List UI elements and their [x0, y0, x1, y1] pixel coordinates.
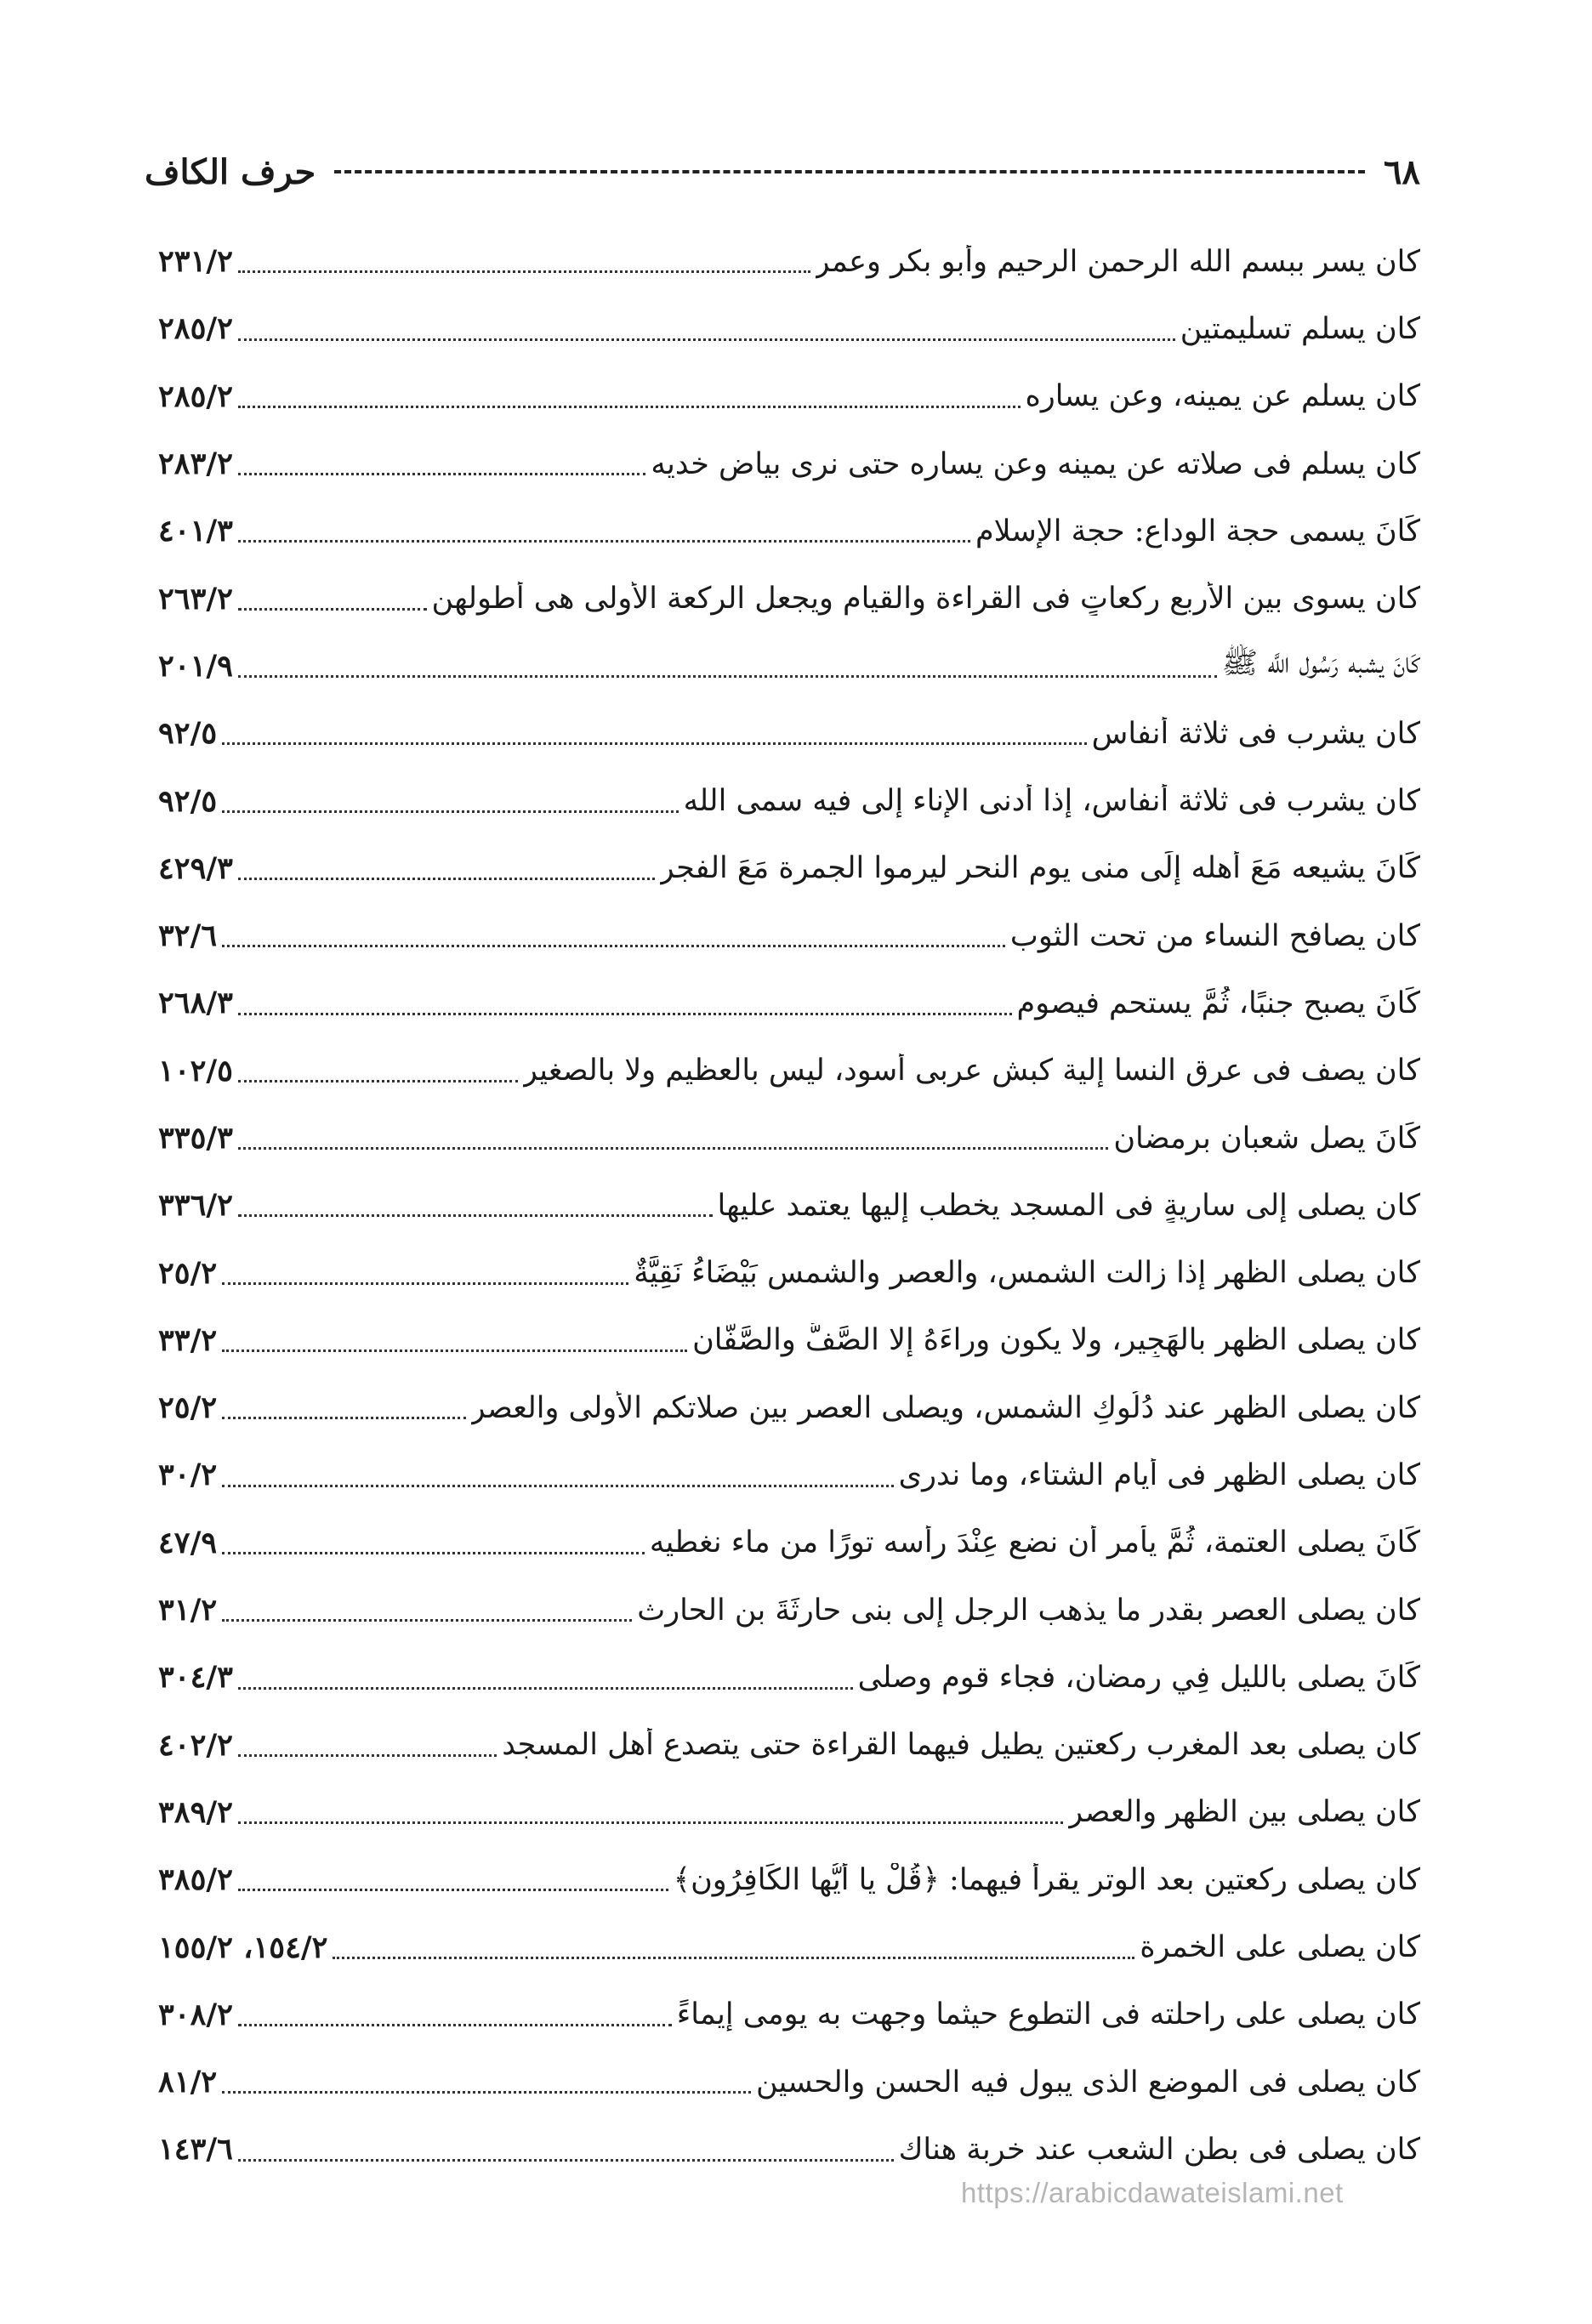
index-entry [158, 1712, 1420, 1779]
hadith-text: كان يصلى الظهر إذا زالت الشمس، والعصر والشمس بَيْضَاءُ نَقِيَّةٌ [634, 1256, 1420, 1291]
hadith-text: كان يشرب فى ثلاثة أنفاس، إذا أدنى الإناء إلى فيه سمى الله [683, 784, 1420, 819]
index-entry [158, 1846, 1420, 1913]
hadith-text: كان يصلى على الخمرة [1140, 1930, 1420, 1965]
volume-page-reference: ٢٦٨/٣ [158, 986, 233, 1021]
chapter-title: حرف الكاف [145, 151, 316, 192]
leader-dots [238, 608, 427, 611]
index-entry [158, 1509, 1420, 1577]
leader-dots [222, 1417, 465, 1419]
header-divider [334, 170, 1365, 173]
volume-page-reference: ٢٨٥/٢ [158, 378, 233, 414]
hadith-text: كَانَ يصل شعبان برمضان [1113, 1121, 1420, 1156]
hadith-text: كان يسلم فى صلاته عن يمينه وعن يساره حتى نرى بياض خديه [651, 446, 1420, 481]
index-entry [158, 430, 1420, 497]
volume-page-reference: ٣٠٤/٣ [158, 1660, 233, 1696]
index-entry [158, 2116, 1420, 2183]
volume-page-reference: ٣٨٥/٢ [158, 1862, 233, 1898]
hadith-text: كان يصلى على راحلته فى التطوع حيثما وجهت به يومى إيماءً [676, 1997, 1420, 2032]
index-entry [158, 1441, 1420, 1509]
hadith-text: كَانَ يشيعه مَعَ أهله إِلَى منى يوم النحر ليرموا الجمرة مَعَ الفجر [659, 851, 1420, 886]
hadith-text: كان يسلم عن يمينه، وعن يساره [1025, 379, 1420, 414]
index-entry [158, 1644, 1420, 1711]
volume-page-reference: ٢٠١/٩ [158, 648, 233, 684]
index-entry [158, 295, 1420, 362]
index-entry [158, 2048, 1420, 2116]
hadith-text: كان يسلم تسليمتين [1180, 311, 1420, 346]
leader-dots [222, 742, 1086, 745]
hadith-text: كان يسوى بين الأربع ركعاتٍ فى القراءة والقيام ويجعل الركعة الأولى هى أطولهن [431, 582, 1420, 617]
hadith-text: كان يصلى بين الظهر والعصر [1068, 1795, 1420, 1830]
volume-page-reference: ٣٠/٢ [158, 1457, 218, 1493]
hadith-text: كان يصلى العصر بقدر ما يذهب الرجل إلى بنى حارِثَةَ بن الحارث [637, 1593, 1420, 1628]
index-entry [158, 1577, 1420, 1644]
leader-dots [238, 2024, 672, 2026]
volume-page-reference: ٣٣٥/٣ [158, 1121, 233, 1156]
hadith-text: كان يصلى فى الموضع الذى يبول فيه الحسن والحسين [755, 2065, 1420, 2100]
volume-page-reference: ٩٢/٥ [158, 716, 218, 752]
leader-dots [222, 1350, 687, 1352]
hadith-text: كَانَ يصلى العتمة، ثُمَّ يأمر أن نضع عِنْدَ رأسه تورًا من ماء نغطيه [649, 1526, 1420, 1560]
leader-dots [238, 1080, 518, 1082]
hadith-text: كان يصافح النساء من تحت الثوب [1009, 918, 1420, 953]
leader-dots [222, 1282, 628, 1285]
volume-page-reference: ١٥٤/٢، ١٥٥/٢ [158, 1929, 328, 1965]
index-entry [158, 1913, 1420, 1980]
leader-dots [238, 406, 1021, 408]
hadith-text: كَانَ يشبه رَسُول اللَّه ﷺ [1221, 645, 1420, 680]
volume-page-reference: ٩٢/٥ [158, 783, 218, 819]
leader-dots [238, 1889, 668, 1891]
index-entry [158, 969, 1420, 1037]
hadith-text: كان يصف فى عرق النسا إلية كبش عربى أسود، ليس بالعظيم ولا بالصغير [522, 1054, 1420, 1088]
leader-dots [238, 1147, 1108, 1150]
volume-page-reference: ١٤٣/٦ [158, 2132, 233, 2168]
page-header [145, 146, 1420, 197]
volume-page-reference: ٢٣١/٢ [158, 244, 233, 280]
leader-dots [333, 1957, 1134, 1959]
hadith-text: كان يصلى إلى ساريةٍ فى المسجد يخطب إليها يعتمد عليها [717, 1188, 1420, 1223]
hadith-text: كان يصلى ركعتين بعد الوتر يقرأ فيهما: ﴿قُلْ يا أَيُّها الكَافِرُون﴾ [673, 1862, 1420, 1897]
index-entry [158, 1037, 1420, 1105]
volume-page-reference: ٢٥/٢ [158, 1390, 218, 1426]
hadith-text: كَانَ يصبح جنبًا، ثُمَّ يستحم فيصوم [1016, 986, 1420, 1020]
index-entry [158, 1307, 1420, 1374]
volume-page-reference: ٣٢/٦ [158, 918, 218, 954]
leader-dots [238, 2159, 894, 2162]
leader-dots [238, 1687, 853, 1690]
index-entry [158, 835, 1420, 902]
index-entry [158, 228, 1420, 295]
volume-page-reference: ٢٥/٢ [158, 1255, 218, 1291]
volume-page-reference: ٤٠١/٣ [158, 514, 233, 549]
index-entry [158, 1981, 1420, 2048]
leader-dots [238, 270, 810, 273]
volume-page-reference: ٣١/٢ [158, 1593, 218, 1628]
index-entry [158, 1374, 1420, 1441]
volume-page-reference: ٢٨٣/٢ [158, 446, 233, 482]
leader-dots [238, 1754, 497, 1757]
leader-dots [238, 1214, 713, 1217]
leader-dots [222, 1619, 632, 1622]
index-entry [158, 767, 1420, 834]
volume-page-reference: ٢٦٣/٢ [158, 581, 233, 617]
volume-page-reference: ٣٨٩/٢ [158, 1794, 233, 1830]
volume-page-reference: ٤٧/٩ [158, 1525, 218, 1560]
leader-dots [238, 338, 1175, 341]
index-entry [158, 565, 1420, 632]
watermark-url: https://arabicdawateislami.net [961, 2177, 1344, 2208]
leader-dots [222, 2091, 751, 2094]
hadith-index-list [158, 228, 1420, 2184]
leader-dots [238, 675, 1217, 678]
leader-dots [222, 810, 678, 813]
leader-dots [222, 945, 1005, 947]
index-entry [158, 1172, 1420, 1239]
index-entry [158, 497, 1420, 565]
index-entry [158, 633, 1420, 700]
leader-dots [238, 1821, 1063, 1824]
volume-page-reference: ٣٣/٢ [158, 1322, 218, 1358]
leader-dots [238, 540, 970, 543]
hadith-text: كان يصلى الظهر فى أيام الشتاء، وما ندرى [898, 1457, 1420, 1492]
index-entry [158, 1105, 1420, 1172]
hadith-text: كَانَ يصلى بالليل فِي رمضان، فجاء قوم وصلى [857, 1660, 1420, 1695]
leader-dots [222, 1552, 645, 1554]
volume-page-reference: ٨١/٢ [158, 2065, 218, 2100]
hadith-text: كان يصلى الظهر عند دُلُوكِ الشمس، ويصلى العصر بين صلاتكم الأولى والعصر [470, 1390, 1420, 1425]
hadith-text: كان يصلى الظهر بالهَجِير، ولا يكون وراءَهُ إلا الصَّفُّ والصَّفَّان [692, 1323, 1420, 1358]
leader-dots [222, 1485, 893, 1487]
volume-page-reference: ٢٨٥/٢ [158, 311, 233, 347]
index-entry [158, 902, 1420, 969]
index-entry [158, 363, 1420, 430]
page-number: ٦٨ [1384, 151, 1420, 192]
volume-page-reference: ٣٠٨/٢ [158, 1997, 233, 2032]
hadith-text: كان يشرب فى ثلاثة أنفاس [1091, 716, 1420, 751]
hadith-text: كان يصلى فى بطن الشعب عند خربة هناك [898, 2132, 1420, 2167]
volume-page-reference: ١٠٢/٥ [158, 1053, 233, 1088]
hadith-text: كان يصلى بعد المغرب ركعتين يطيل فيهما القراءة حتى يتصدع أهل المسجد [502, 1728, 1420, 1763]
volume-page-reference: ٣٣٦/٢ [158, 1188, 233, 1224]
hadith-text: كان يسر ببسم الله الرحمن الرحيم وأبو بكر وعمر [815, 244, 1420, 279]
index-entry [158, 1239, 1420, 1306]
leader-dots [238, 1013, 1012, 1015]
hadith-text: كَانَ يسمى حجة الوداع: حجة الإسلام [975, 514, 1420, 548]
leader-dots [238, 473, 645, 475]
volume-page-reference: ٤٢٩/٣ [158, 850, 233, 886]
leader-dots [238, 878, 655, 880]
index-entry [158, 1779, 1420, 1846]
volume-page-reference: ٤٠٢/٢ [158, 1727, 233, 1763]
index-entry [158, 700, 1420, 767]
